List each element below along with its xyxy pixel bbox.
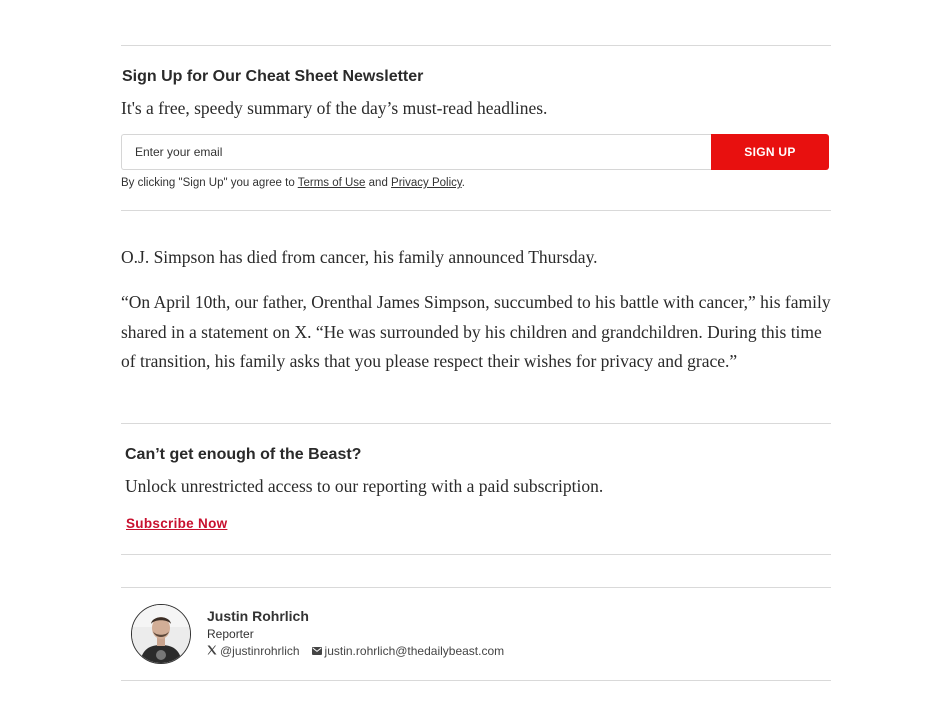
author-x-handle: @justinrohrlich: [220, 644, 300, 658]
newsletter-title: Sign Up for Our Cheat Sheet Newsletter: [122, 68, 424, 85]
divider: [121, 680, 831, 681]
newsletter-form: [121, 134, 829, 170]
author-photo: [132, 605, 190, 663]
divider: [121, 587, 831, 588]
divider: [121, 45, 831, 46]
divider: [121, 423, 831, 424]
subscribe-now-link[interactable]: Subscribe Now: [126, 516, 228, 531]
author-x-link[interactable]: [207, 644, 300, 658]
x-logo-icon: [207, 644, 217, 658]
legal-prefix: By clicking "Sign Up" you agree to: [121, 177, 298, 189]
legal-and: and: [365, 177, 392, 189]
article-paragraph: O.J. Simpson has died from cancer, his family announced Thursday.: [121, 247, 598, 267]
newsletter-subtitle: It's a free, speedy summary of the day’s must-read headlines.: [121, 98, 548, 118]
sign-up-button[interactable]: SIGN UP: [711, 134, 829, 170]
divider: [121, 210, 831, 211]
email-input[interactable]: [121, 134, 711, 170]
author-links: [207, 644, 504, 658]
author-email: justin.rohrlich@thedailybeast.com: [324, 644, 505, 658]
envelope-icon: [312, 644, 322, 658]
author-name[interactable]: Justin Rohrlich: [207, 608, 309, 624]
terms-of-use-link[interactable]: Terms of Use: [297, 177, 366, 189]
promo-subtitle: Unlock unrestricted access to our reporting with a paid subscription.: [125, 476, 604, 496]
article-paragraph: “On April 10th, our father, Orenthal James Simpson, succumbed to his battle with cancer,” his family shared in a statement on X. “He was surrounded by his children and grandchildren. During this time of transition, his family asks that you please respect their wishes for privacy and grace.”: [121, 292, 831, 371]
legal-suffix: .: [461, 177, 465, 189]
divider: [121, 554, 831, 555]
author-role: Reporter: [207, 627, 254, 641]
privacy-policy-link[interactable]: Privacy Policy: [391, 177, 462, 189]
promo-title: Can’t get enough of the Beast?: [125, 446, 362, 463]
author-email-link[interactable]: [312, 644, 505, 658]
newsletter-legal: [121, 177, 465, 189]
author-avatar[interactable]: [131, 604, 191, 664]
